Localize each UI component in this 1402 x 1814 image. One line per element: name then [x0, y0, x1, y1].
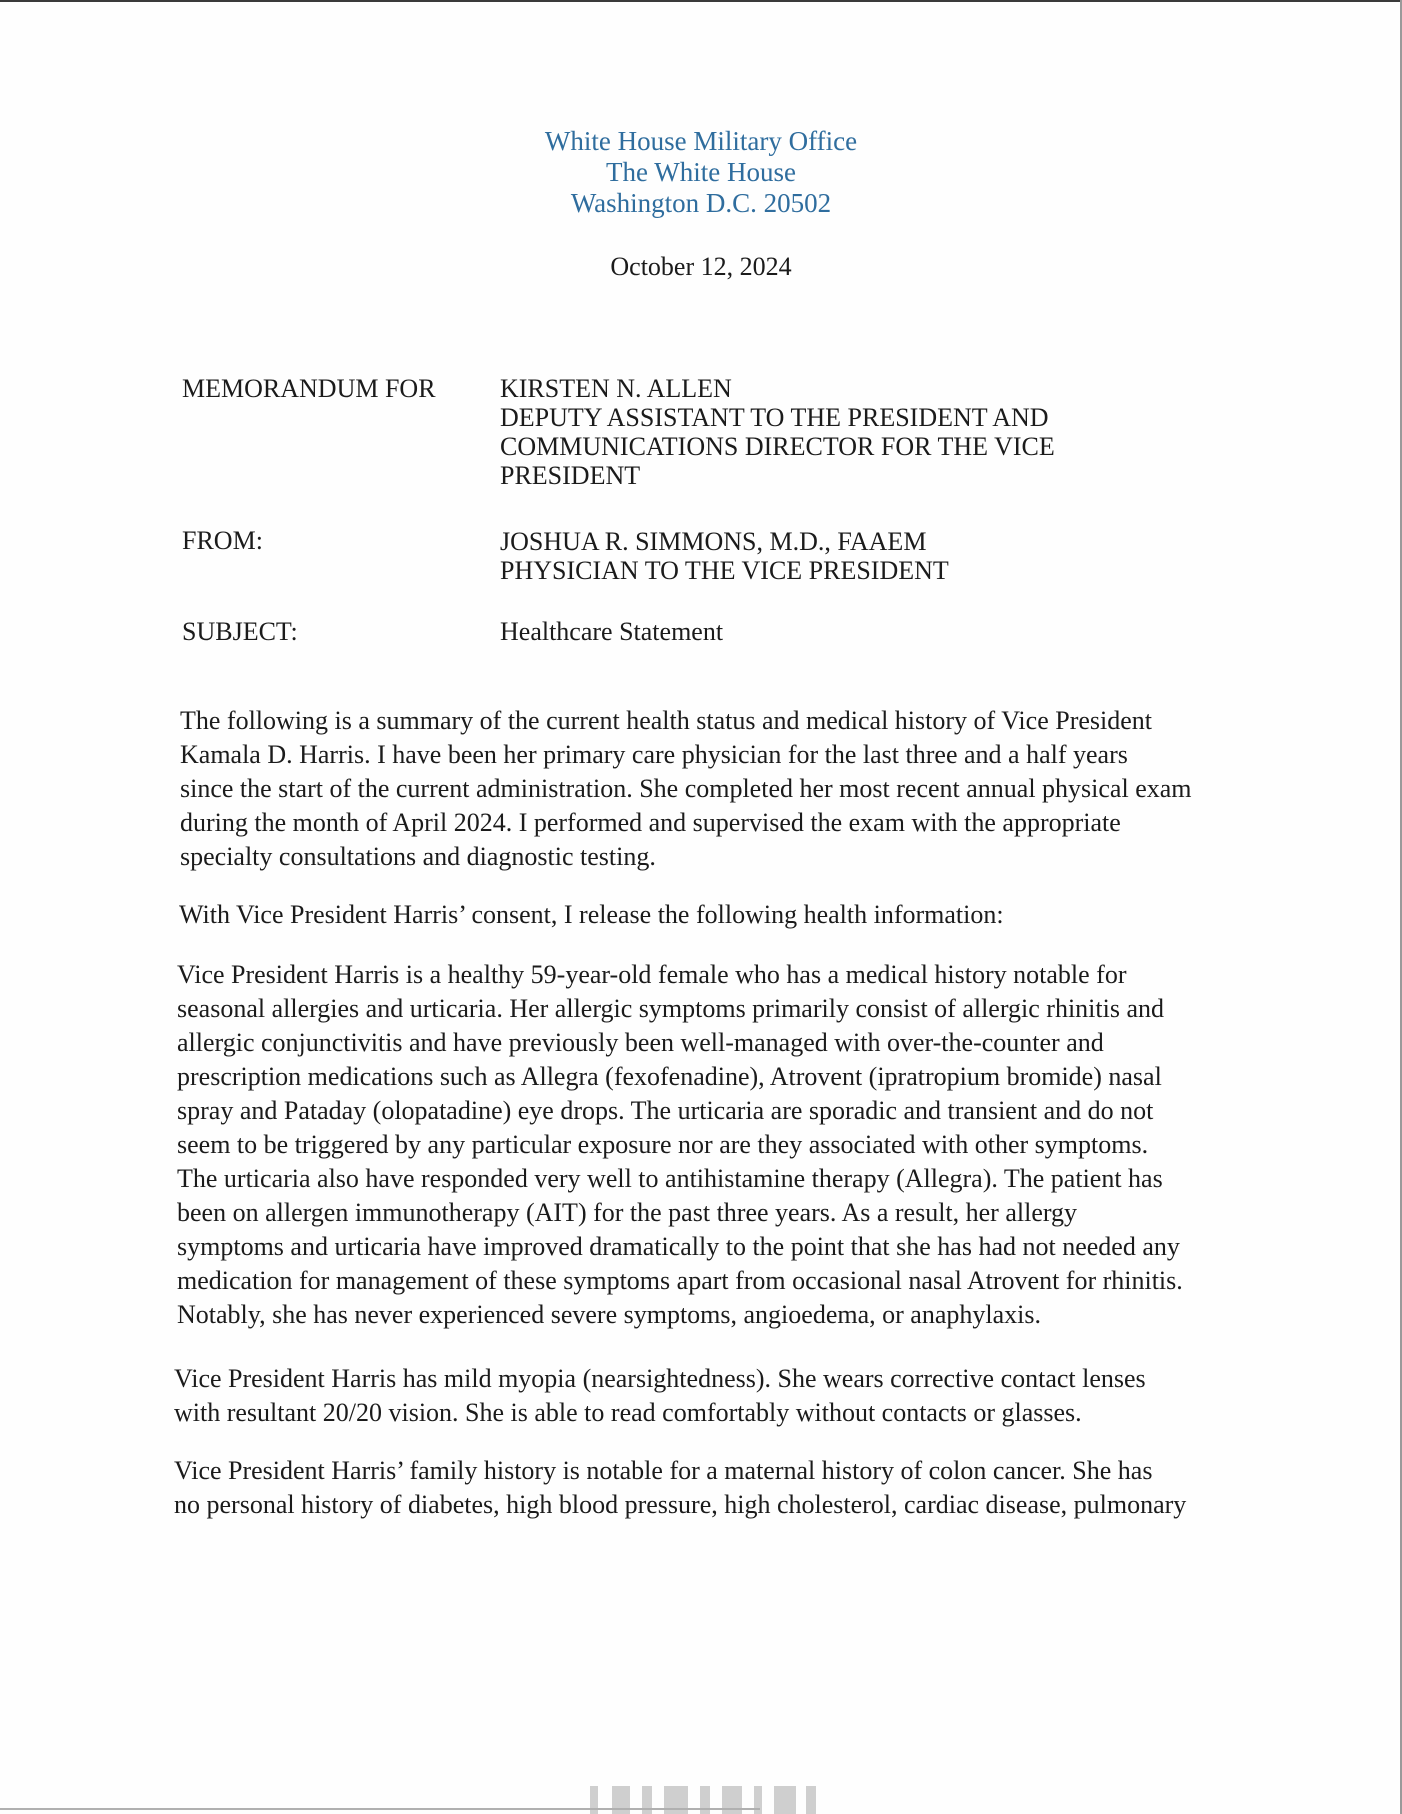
- recipient-line: COMMUNICATIONS DIRECTOR FOR THE VICE: [500, 432, 1055, 461]
- recipient-line: PRESIDENT: [500, 461, 641, 490]
- subject-value: Healthcare Statement: [500, 617, 724, 646]
- paragraph-line: symptoms and urticaria have improved dramatically to the point that she has had not needed any: [177, 1232, 1180, 1261]
- sender-line: PHYSICIAN TO THE VICE PRESIDENT: [500, 556, 949, 585]
- letterhead-building: The White House: [606, 157, 796, 187]
- paragraph-line: allergic conjunctivitis and have previously been well-managed with over-the-counter and: [177, 1028, 1104, 1057]
- paragraph-line: Vice President Harris has mild myopia (nearsightedness). She wears corrective contact lenses: [174, 1364, 1146, 1393]
- paragraph-line: since the start of the current administration. She completed her most recent annual physical exam: [180, 774, 1192, 803]
- paragraph-line: With Vice President Harris’ consent, I release the following health information:: [179, 900, 1004, 929]
- paragraph-line: no personal history of diabetes, high blood pressure, high cholesterol, cardiac disease, pulmonary: [174, 1490, 1187, 1519]
- paragraph-line: Notably, she has never experienced severe symptoms, angioedema, or anaphylaxis.: [177, 1300, 1041, 1329]
- paragraph-line: The following is a summary of the current health status and medical history of Vice President: [180, 706, 1152, 735]
- from-label: FROM:: [182, 526, 263, 555]
- paragraph-line: with resultant 20/20 vision. She is able to read comfortably without contacts or glasses.: [174, 1398, 1082, 1427]
- scan-bottom-line: [0, 1808, 760, 1810]
- paragraph-line: during the month of April 2024. I performed and supervised the exam with the appropriate: [180, 808, 1121, 837]
- paragraph-line: prescription medications such as Allegra (fexofenadine), Atrovent (ipratropium bromide) nasal: [177, 1062, 1162, 1091]
- subject-label: SUBJECT:: [182, 617, 298, 646]
- letterhead-address: Washington D.C. 20502: [570, 188, 832, 218]
- paragraph-line: seem to be triggered by any particular exposure nor are they associated with other symptoms.: [177, 1130, 1149, 1159]
- letterhead-office: White House Military Office: [544, 126, 858, 156]
- recipient-line: KIRSTEN N. ALLEN: [500, 374, 732, 403]
- paragraph-line: Vice President Harris is a healthy 59-year-old female who has a medical history notable for: [177, 960, 1127, 989]
- paragraph-consent: [179, 898, 1004, 932]
- memo-date: October 12, 2024: [610, 252, 792, 281]
- paragraph-allergies: [177, 958, 1183, 1332]
- paragraph-line: Vice President Harris’ family history is notable for a maternal history of colon cancer. She has: [174, 1456, 1153, 1485]
- paragraph-line: medication for management of these symptoms apart from occasional nasal Atrovent for rhinitis.: [177, 1266, 1183, 1295]
- paragraph-line: Kamala D. Harris. I have been her primary care physician for the last three and a half years: [180, 740, 1128, 769]
- paragraph-vision: [174, 1362, 1146, 1430]
- from-sender: [500, 527, 1140, 585]
- paragraph-line: The urticaria also have responded very well to antihistamine therapy (Allegra). The patient has: [177, 1164, 1163, 1193]
- scan-top-edge: [0, 0, 1402, 2]
- paragraph-summary: [180, 704, 1192, 874]
- recipient-line: DEPUTY ASSISTANT TO THE PRESIDENT AND: [500, 403, 1049, 432]
- sender-line: JOSHUA R. SIMMONS, M.D., FAAEM: [500, 527, 927, 556]
- letterhead: [0, 126, 1402, 219]
- paragraph-line: seasonal allergies and urticaria. Her allergic symptoms primarily consist of allergic rhinitis and: [177, 994, 1165, 1023]
- paragraph-line: specialty consultations and diagnostic testing.: [180, 842, 656, 871]
- paragraph-family-history: [174, 1454, 1186, 1522]
- memorandum-for-recipient: [500, 374, 1140, 490]
- paragraph-line: been on allergen immunotherapy (AIT) for the past three years. As a result, her allergy: [177, 1198, 1078, 1227]
- memorandum-for-label: MEMORANDUM FOR: [182, 374, 436, 403]
- paragraph-line: spray and Pataday (olopatadine) eye drops. The urticaria are sporadic and transient and do not: [177, 1096, 1154, 1125]
